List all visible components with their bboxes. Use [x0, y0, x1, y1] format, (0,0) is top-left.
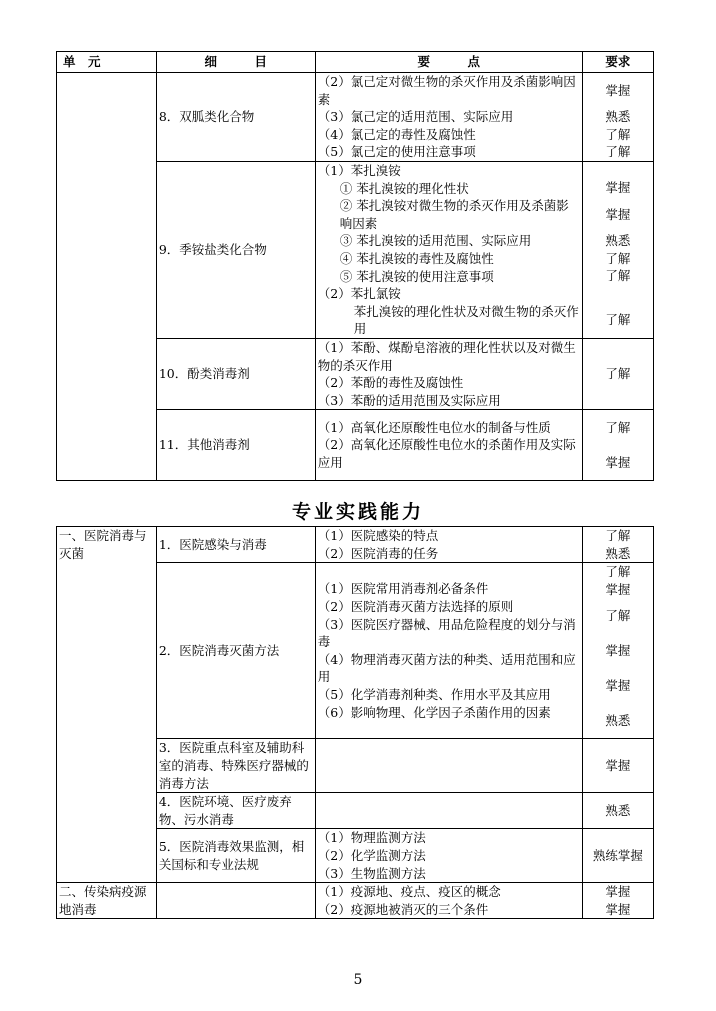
req-cell — [582, 338, 653, 409]
req-text: 熟悉 — [605, 109, 631, 125]
req-text: 了解 — [605, 366, 631, 382]
header-unit: 单 元 — [57, 52, 157, 73]
req-text: 了解 — [605, 250, 631, 266]
points-cell — [315, 338, 582, 409]
point-text: （2）疫源地被消灭的三个条件 — [317, 901, 489, 917]
section-title: 专业实践能力 — [291, 501, 424, 523]
point-text: （3）医院医疗器械、用品危险程度的划分与消毒 — [317, 616, 576, 650]
point-text: （2）氯己定对微生物的杀灭作用及杀菌影响因素 — [317, 74, 576, 107]
req-text: 了解 — [605, 144, 631, 160]
req-cell — [582, 73, 653, 162]
point-text: （3）生物监测方法 — [317, 865, 426, 881]
point-text: ⑤ 苯扎溴铵的使用注意事项 — [339, 268, 494, 284]
req-text: 熟悉 — [605, 545, 631, 561]
detail-cell: 5．医院消毒效果监测，相关国标和专业法规 — [156, 829, 315, 883]
point-text: （1）医院常用消毒剂必备条件 — [317, 581, 489, 597]
table-row — [57, 73, 654, 162]
req-text: 了解 — [605, 420, 631, 436]
point-text: （2）苯扎氯铵 — [317, 286, 401, 302]
req-cell — [582, 829, 653, 883]
detail-cell: 3．医院重点科室及辅助科室的消毒、特殊医疗器械的消毒方法 — [156, 739, 315, 793]
req-text: 掌握 — [605, 901, 631, 917]
header-detail: 细 目 — [156, 52, 315, 73]
point-text: ④ 苯扎溴铵的毒性及腐蚀性 — [339, 250, 494, 266]
unit-cell — [57, 73, 157, 481]
point-text: （1）医院感染的特点 — [317, 528, 439, 543]
point-text: ① 苯扎溴铵的理化性状 — [339, 180, 469, 196]
req-text: 了解 — [605, 608, 631, 624]
req-text: 熟悉 — [605, 713, 631, 729]
req-text: 了解 — [605, 311, 631, 327]
point-text: （6）影响物理、化学因子杀菌作用的因素 — [317, 704, 551, 720]
table-header-row — [57, 52, 654, 73]
table-theory — [56, 51, 654, 481]
detail-cell: 8．双胍类化合物 — [156, 73, 315, 162]
req-text: 熟悉 — [605, 233, 631, 249]
point-text: ② 苯扎溴铵对微生物的杀灭作用及杀菌影响因素 — [339, 198, 569, 231]
points-cell — [315, 739, 582, 793]
req-text: 掌握 — [605, 581, 631, 597]
req-cell — [582, 563, 653, 739]
detail-cell: 1．医院感染与消毒 — [156, 527, 315, 563]
req-text: 掌握 — [605, 83, 631, 99]
table-row — [57, 527, 654, 563]
req-text: 熟悉 — [605, 802, 631, 818]
req-text: 熟练掌握 — [592, 847, 643, 863]
req-text: 掌握 — [605, 757, 631, 773]
points-cell — [315, 793, 582, 829]
req-cell — [582, 410, 653, 481]
detail-cell: 10．酚类消毒剂 — [156, 338, 315, 409]
req-cell — [582, 883, 653, 919]
req-text: 掌握 — [605, 180, 631, 196]
detail-cell: 11．其他消毒剂 — [156, 410, 315, 481]
points-cell — [315, 410, 582, 481]
req-text: 掌握 — [605, 207, 631, 223]
unit-cell: 二、传染病疫源地消毒 — [57, 883, 157, 919]
point-text: （5）化学消毒剂种类、作用水平及其应用 — [317, 686, 551, 702]
req-text: 了解 — [605, 564, 631, 580]
point-text: （1）高氧化还原酸性电位水的制备与性质 — [317, 419, 551, 435]
point-text: ③ 苯扎溴铵的适用范围、实际应用 — [339, 233, 532, 249]
point-text: （5）氯己定的使用注意事项 — [317, 144, 476, 160]
req-cell — [582, 793, 653, 829]
table-practice — [56, 526, 654, 919]
req-text: 了解 — [605, 126, 631, 142]
req-text: 掌握 — [605, 884, 631, 900]
point-text: （3）苯酚的适用范围及实际应用 — [317, 392, 501, 408]
req-text: 掌握 — [605, 643, 631, 659]
req-text: 了解 — [605, 268, 631, 284]
header-req: 要求 — [582, 52, 653, 73]
req-text: 掌握 — [605, 678, 631, 694]
unit-cell: 一、医院消毒与灭菌 — [57, 527, 157, 883]
point-text: （2）高氧化还原酸性电位水的杀菌作用及实际应用 — [317, 437, 576, 471]
detail-cell — [156, 883, 315, 919]
point-text: （1）苯酚、煤酚皂溶液的理化性状以及对微生物的杀灭作用 — [317, 339, 576, 373]
detail-cell: 9．季铵盐类化合物 — [156, 161, 315, 338]
req-text: 掌握 — [605, 455, 631, 471]
points-cell — [315, 73, 582, 162]
req-cell — [582, 161, 653, 338]
point-text: （4）氯己定的毒性及腐蚀性 — [317, 126, 476, 142]
point-text: 苯扎溴铵的理化性状及对微生物的杀灭作用 — [353, 303, 579, 337]
detail-cell: 2．医院消毒灭菌方法 — [156, 563, 315, 739]
points-cell — [315, 527, 582, 563]
point-text: （2）化学监测方法 — [317, 847, 426, 863]
points-cell — [315, 563, 582, 739]
req-cell — [582, 527, 653, 563]
point-text: （1）苯扎溴铵 — [317, 162, 401, 178]
page-number: 5 — [353, 972, 363, 988]
point-text: （2）苯酚的毒性及腐蚀性 — [317, 375, 464, 391]
req-cell — [582, 739, 653, 793]
point-text: （3）氯己定的适用范围、实际应用 — [317, 109, 514, 125]
points-cell — [315, 883, 582, 919]
table-row — [57, 883, 654, 919]
point-text: （1）物理监测方法 — [317, 830, 426, 846]
point-text: （2）医院消毒的任务 — [317, 545, 439, 561]
point-text: （1）疫源地、疫点、疫区的概念 — [317, 884, 501, 900]
point-text: （4）物理消毒灭菌方法的种类、适用范围和应用 — [317, 651, 576, 685]
points-cell — [315, 161, 582, 338]
detail-cell: 4．医院环境、医疗废弃物、污水消毒 — [156, 793, 315, 829]
header-points: 要 点 — [315, 52, 582, 73]
req-text: 了解 — [605, 528, 631, 543]
point-text: （2）医院消毒灭菌方法选择的原则 — [317, 599, 514, 614]
points-cell — [315, 829, 582, 883]
